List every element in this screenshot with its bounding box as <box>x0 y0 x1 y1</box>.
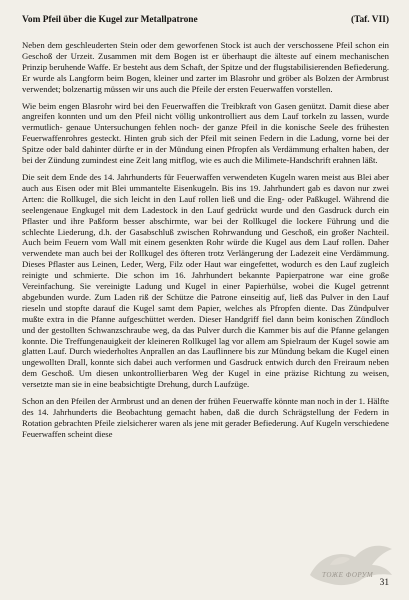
paragraph: Neben dem geschleuderten Stein oder dem geworfenen Stock ist auch der verschossene Pfeil schon ein Geschoß der Urzeit. Zusammen mit dem Bogen ist er überhaupt die älteste auf einem mechanischen Prinzip beruhende Waffe. Er besteht aus dem Schaft, der Spitze und der flugstabilisierenden Befiederung. Er wurde als Langform beim Bogen, kleiner und zarter im Blasrohr und gröber als Bolzen der Armbrust verwendet; bolzenartig müssen wir uns auch die Pfeile der ersten Feuerwaffen vorstellen. <box>22 40 389 94</box>
page-number: 31 <box>379 578 389 588</box>
page-header <box>22 14 389 26</box>
paragraph: Schon an den Pfeilen der Armbrust und an denen der frühen Feuerwaffe könnte man noch in der 1. Hälfte des 14. Jahrhunderts die Beobachtung gemacht haben, daß die durch Schrägstellung der Federn in Rotation gebrachten Pfeile zielsicherer waren als jene mit gerader Befiederung. Auf Kugeln verschiedene Feuerwaffen scheint diese <box>22 396 389 439</box>
watermark-text: ТОЖЕ ФОРУМ <box>322 571 374 579</box>
section-title: Vom Pfeil über die Kugel zur Metallpatrone <box>22 15 198 25</box>
plate-reference: (Taf. VII) <box>350 15 389 25</box>
body-text <box>22 40 389 446</box>
paragraph: Wie beim engen Blasrohr wird bei den Feuerwaffen die Treibkraft von Gasen genützt. Damit diese aber angreifen konnten und um den Pfeil nicht völlig unkontrolliert aus dem Lauf torkeln zu lassen, wurde vermutlich- genaue Untersuchungen fehlen noch- der ganze Pfeil in die konische Seele des frühesten Feuerwaffenrohres gesteckt. Hinten grub sich der Pfeil mit seinen Federn in die Ladung, vorne bei der Spitze oder bald dahinter dürfte er in der Mündung einen Pfropfen als Verdämmung erhalten haben, der bei der Zündung zumindest eine Zeit lang mitflog, wie es auch die Milimete-Handschrift erahnen läßt. <box>22 100 389 166</box>
paragraph: Die seit dem Ende des 14. Jahrhunderts für Feuerwaffen verwendeten Kugeln waren meist aus Blei aber auch aus Eisen oder mit Blei ummantelte Eisenkugeln. Bis ins 19. Jahrhundert gab es davon nur zwei Arten: die Rollkugel, die sich leicht in den Lauf rollen ließ und die Eng- oder Paßkugel. Während die seelengenaue Engkugel mit dem Ladestock in den Lauf gedrückt wurde und den Gasdruck durch ein Pflaster und ihre Paßform besser abschirmte, war bei der Rollkugel die lockere Führung und die schlechte Liederung, d.h. der Gasabschluß zwischen Rohrwandung und Geschoß, ein großer Nachteil. Auch beim Feuern vom Wall mit einem gesenkten Rohr würde die Kugel aus dem Lauf rollen. Daher verwendete man auch bei der Rollkugel des öfteren trotz Verlängerung der Ladezeit eine Verdämmung. Dieses Pflaster aus Leinen, Leder, Werg, Filz oder Haut war eingefettet, wodurch es den Lauf zugleich reinigte und schmierte. Die schon im 16. Jahrhundert bekannte Papierpatrone war eine große Vereinfachung. Sie vereinigte Ladung und Kugel in einer Papierhülse, wobei die Kugel getrennt abgebunden wurde. Zum Laden riß der Schütze die Patrone einseitig auf, ließ das Pulver in den Lauf rieseln und stopfte darauf die Kugel samt dem Papier, welches als Pfropfen diente. Das Zündpulver mußte extra in die Pfanne aufgeschüttet werden. Dieser Handgriff fiel dann beim konischen Zündloch und der gestollten Schwanzschraube weg, da das Pulver durch die Kammer bis auf die Pfanne gelangen konnte. Die Treffungenauigkeit der kleineren Rollkugel lag vor allem am Spielraum der Kugel sowie am glatten Lauf. Durch wiederholtes Anprallen an das Lauflinnere bis zur Mündung bekam die Kugel einen ungewollten Drall, konnte sich dabei auch verformen und Gasdruck entwich durch den Freiraum neben dem Geschoß. Um diesen unkontrollierbaren Weg der Kugel in eine präzise Richtung zu weisen, versetzte man sie in eine beabsichtigte Drehung, durch Laufzüge. <box>22 171 389 390</box>
